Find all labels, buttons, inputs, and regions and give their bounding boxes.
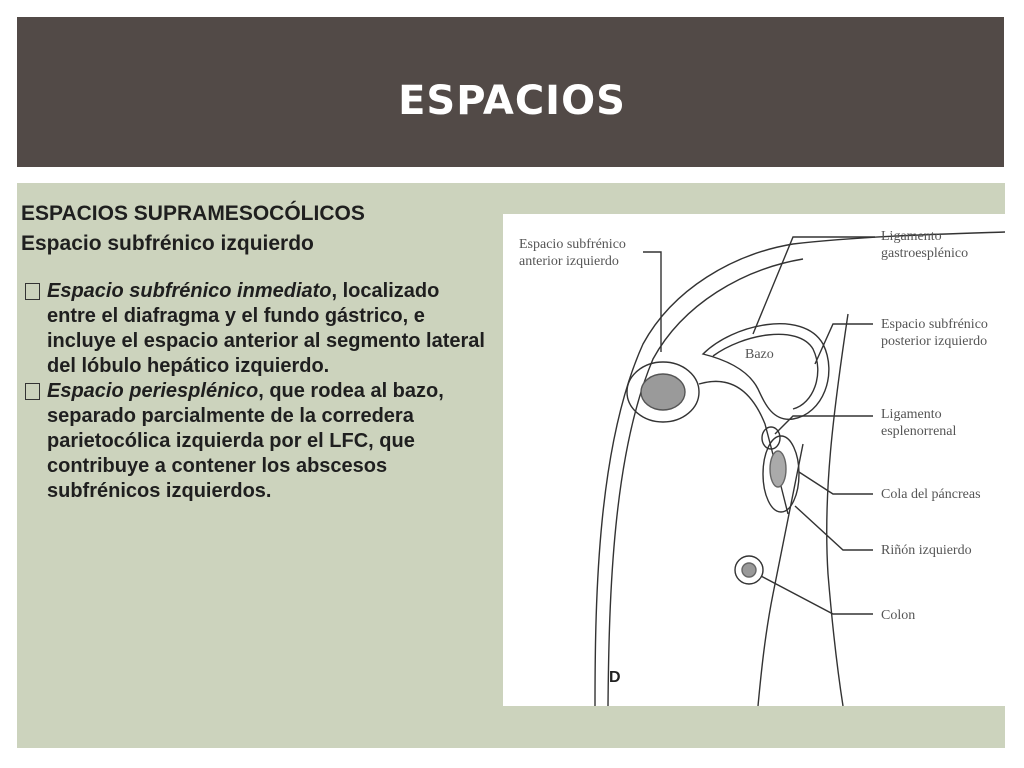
leader-colon [761, 576, 873, 614]
label-espleno-2: esplenorrenal [881, 424, 957, 439]
label-gastro-2: gastroesplénico [881, 246, 969, 261]
section-heading: ESPACIOS SUPRAMESOCÓLICOS [21, 202, 365, 225]
colon-lumen [742, 563, 756, 577]
slide-title: ESPACIOS [398, 78, 626, 124]
leader-espleno [775, 416, 873, 434]
stomach-lumen [641, 374, 685, 410]
bullet-text: , localizado entre el diafragma y el fundo gástrico, e incluye el espacio anterior al segmento lateral del lóbulo hepático izquierdo. [47, 280, 485, 377]
label-cola: Cola del páncreas [881, 487, 981, 502]
leader-gastro [753, 237, 875, 334]
bullet-box-icon [25, 283, 40, 300]
bullet-term: Espacio periesplénico [47, 380, 259, 402]
outer-wall-line [595, 232, 1005, 706]
section-subheading: Espacio subfrénico izquierdo [21, 232, 314, 255]
bullet-item [21, 379, 491, 504]
label-anterior-2: anterior izquierdo [519, 254, 619, 269]
label-posterior-2: posterior izquierdo [881, 334, 988, 349]
label-colon: Colon [881, 608, 916, 623]
label-rinon: Riñón izquierdo [881, 543, 972, 558]
label-bazo: Bazo [745, 347, 774, 362]
leader-rinon [795, 506, 873, 550]
text-area [21, 199, 491, 504]
leader-cola [799, 472, 873, 494]
posterior-wall-line [827, 314, 848, 706]
anatomy-diagram [503, 214, 1005, 706]
bullet-box-icon [25, 383, 40, 400]
label-anterior-1: Espacio subfrénico [519, 237, 626, 252]
bullet-text: , que rodea al bazo, separado parcialmente de la corredera parietocólica izquierda por el LFC, que contribuye a contener los abscesos subfrénicos izquierdos. [47, 380, 444, 502]
label-panel-d: D [609, 669, 621, 686]
label-espleno-1: Ligamento [881, 407, 942, 422]
spleen-inner-line [713, 334, 818, 409]
spleen-outline [703, 324, 829, 420]
kidney-inner [770, 451, 786, 487]
bullet-term: Espacio subfrénico inmediato [47, 280, 332, 302]
label-posterior-1: Espacio subfrénico [881, 317, 988, 332]
anatomy-figure [503, 214, 1005, 706]
leader-anterior [643, 252, 661, 352]
label-gastro-1: Ligamento [881, 229, 942, 244]
content-panel [17, 183, 1005, 748]
bullet-item [21, 279, 491, 379]
